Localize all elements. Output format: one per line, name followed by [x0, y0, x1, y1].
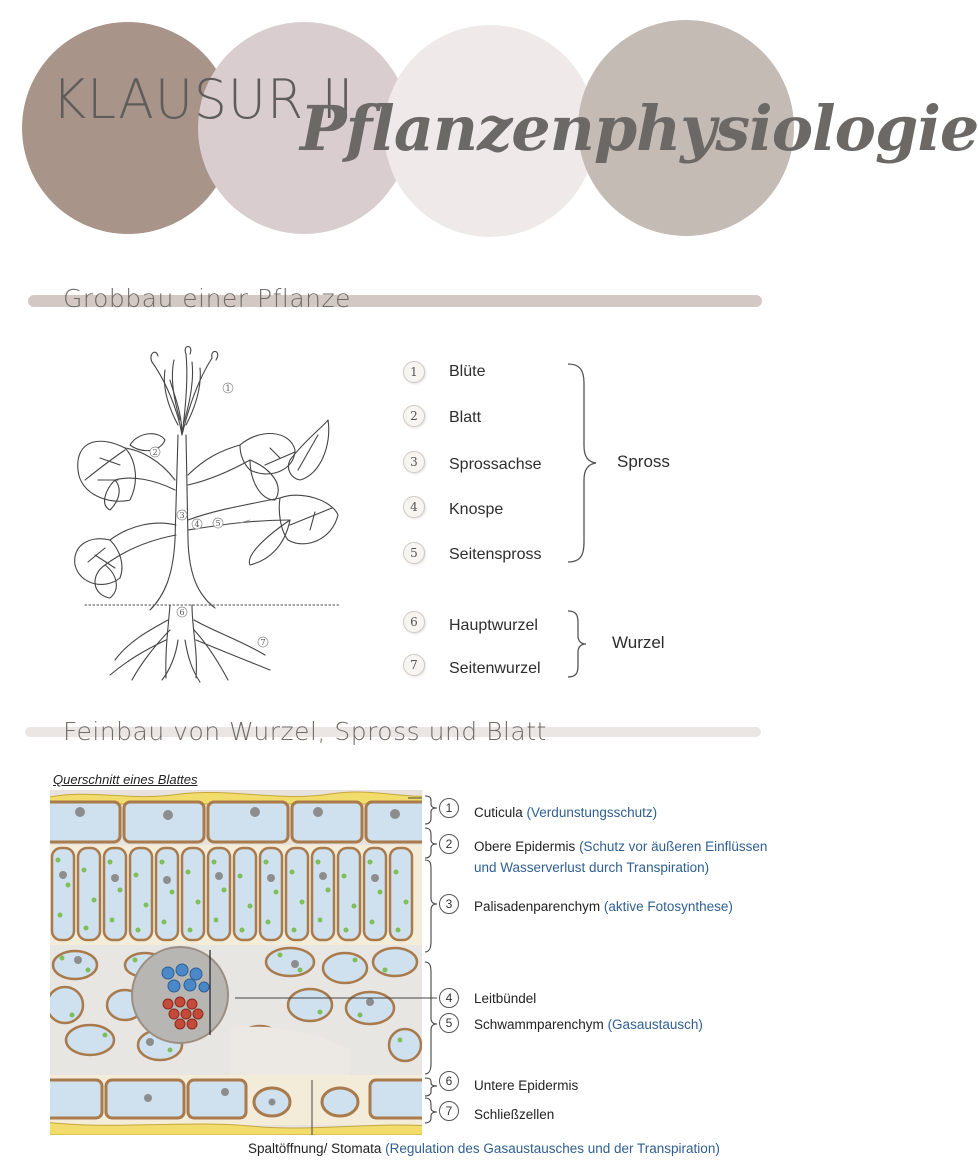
- stomata-name: Spaltöffnung/ Stomata: [248, 1141, 382, 1156]
- section2-title: Feinbau von Wurzel, Spross und Blatt: [63, 717, 547, 746]
- part-number: 2: [403, 405, 425, 427]
- part-number: 1: [403, 361, 425, 383]
- layer-note: (aktive Fotosynthese): [603, 899, 733, 914]
- layer-note: (Schutz vor äußeren Einflüssen: [579, 839, 768, 854]
- layer-label-leitbuendel: [474, 988, 536, 1009]
- part-number: 6: [403, 611, 425, 633]
- layer-number: 2: [439, 834, 459, 854]
- brace-spross: [562, 360, 602, 565]
- plant-number-3: 3: [179, 511, 185, 520]
- plant-number-5: 5: [215, 519, 221, 528]
- layer-number: 7: [439, 1101, 459, 1121]
- layer-label-untere-epidermis: [474, 1075, 578, 1096]
- part-label-bluete: Blüte: [449, 363, 486, 380]
- part-label-seitenspross: Seitenspross: [449, 546, 542, 563]
- layer-number: 3: [439, 894, 459, 914]
- part-number: 3: [403, 451, 425, 473]
- layer-note-line2: und Wasserverlust durch Transpiration): [474, 860, 710, 875]
- layer-label-schliesszellen: [474, 1104, 554, 1125]
- plant-number-6: 6: [179, 608, 185, 617]
- part-label-sprossachse: Sprossachse: [449, 456, 542, 473]
- title-klausur: KLAUSUR II: [52, 68, 355, 132]
- group-label-spross: Spross: [617, 452, 670, 471]
- group-label-wurzel: Wurzel: [612, 633, 665, 652]
- part-number: 5: [403, 542, 425, 564]
- layer-name: Schließzellen: [474, 1107, 555, 1122]
- leaf-layer-brackets: [385, 792, 445, 1127]
- layer-name: Schwammparenchym: [474, 1017, 604, 1032]
- layer-name: Cuticula: [474, 805, 523, 820]
- part-number: 7: [403, 654, 425, 676]
- layer-label-palisadenparenchym: [474, 896, 733, 917]
- layer-name: Leitbündel: [474, 991, 537, 1006]
- layer-label-cuticula: [474, 802, 657, 823]
- section1-title: Grobbau einer Pflanze: [63, 284, 352, 313]
- stomata-label: [248, 1141, 720, 1156]
- part-number: 4: [403, 496, 425, 518]
- layer-name: Palisadenparenchym: [474, 899, 601, 914]
- part-label-hauptwurzel: Hauptwurzel: [449, 617, 538, 634]
- part-label-blatt: Blatt: [449, 409, 482, 426]
- plant-number-1: 1: [225, 384, 231, 393]
- layer-label-schwammparenchym: [474, 1014, 703, 1035]
- layer-name: Untere Epidermis: [474, 1078, 579, 1093]
- layer-name: Obere Epidermis: [474, 839, 576, 854]
- title-pflanzenphysiologie: Pflanzenphysiologie: [300, 92, 978, 165]
- layer-label-obere-epidermis: [474, 836, 767, 878]
- layer-number: 1: [439, 798, 459, 818]
- part-label-seitenwurzel: Seitenwurzel: [449, 660, 541, 677]
- layer-note: (Verdunstungsschutz): [526, 805, 658, 820]
- layer-number: 6: [439, 1071, 459, 1091]
- leaf-cross-section: [50, 790, 422, 1135]
- brace-wurzel: [564, 608, 594, 680]
- part-label-knospe: Knospe: [449, 501, 504, 518]
- layer-number: 4: [439, 988, 459, 1008]
- plant-number-2: 2: [152, 448, 158, 457]
- plant-number-4: 4: [194, 520, 200, 529]
- layer-number: 5: [439, 1013, 459, 1033]
- layer-note: (Gasaustausch): [607, 1017, 703, 1032]
- stomata-note: (Regulation des Gasaustausches und der Transpiration): [385, 1141, 720, 1156]
- plant-illustration: [70, 340, 350, 685]
- plant-number-7: 7: [260, 638, 266, 647]
- cross-section-label: Querschnitt eines Blattes: [53, 772, 198, 787]
